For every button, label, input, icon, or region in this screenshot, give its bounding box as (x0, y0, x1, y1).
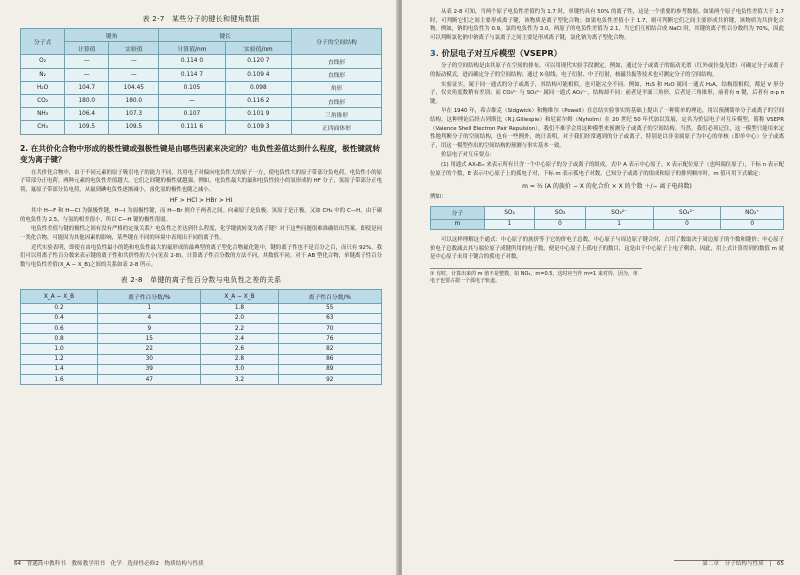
table-cell: 0.107 (159, 108, 225, 121)
table-cell: O₂ (21, 55, 65, 68)
table-header: 离子性百分数/% (278, 290, 381, 303)
table-cell: 76 (278, 334, 381, 344)
paragraph: 从表 2-8 可知，当两个原子电负性差值约为 1.7 时，单键约具有 50% 的离子性，这是一个重要的参考数据。如果两个原子电负性差值大于 1.7 时，可判断它们之间主要形成离子键，该物质是离子型化合物；如果电负性差值小于 1.7，则可判断它们之间主要形成共价键，该物质为共价化合物。例如，钠的电负性为 0.9，氯的电负性为 3.0，两原子的电负性差值为 2.1，当它们互相结合成 NaCl 时，其键的离子性百分数约为 70%，因此可以判断氯化钠中钠离子与氯离子之间主要是形成离子键，氯化钠为离子型化合物。 (430, 9, 784, 41)
table-cell: 1.2 (21, 354, 98, 364)
table-row (21, 303, 382, 313)
table-cell: SO₃ (535, 206, 585, 219)
table-cell: 0.101 9 (225, 108, 291, 121)
table-header-computed: 计算值 (65, 42, 109, 55)
table-header-bond-length: 键长 (159, 29, 292, 42)
table-cell: 104.45 (109, 81, 159, 94)
table-cell: 0.114 0 (159, 55, 225, 68)
table-cell: 15 (98, 334, 201, 344)
table-cell: 22 (98, 344, 201, 354)
right-page-content (430, 8, 784, 285)
formula: HF > HCl > HBr > HI (169, 197, 233, 205)
section-title: 价层电子对互斥模型（VSEPR） (441, 48, 562, 59)
table-cell: 0.4 (21, 313, 98, 323)
table-header-shape: 分子的空间结构 (292, 29, 382, 55)
table-cell: 1.4 (21, 364, 98, 374)
footnote-text: ① 有时，计算出来的 m 值不是整数，如 NO₂，m=0.5，这时应当作 m=1 来对待，因为，单电子也要占据一个孤电子轨道。 (430, 270, 638, 284)
section-heading (430, 48, 784, 59)
paragraph: 早在 1940 年，希吉维克（Sidgwick）和鲍维尔（Powell）在总结实验事实的基础上提出了一种简单的理论，用以预测简单分子或离子的空间结构。这种理论后经吉列斯比（R.J.Gillespie）和尼霍尔姆（Nyholm）在 20 世纪 50 年代加以发展，定名为价层电子对互斥模型，简称 VSEPR（Valence Shell Electron Pair Repulsion）。我们不难学会用这种模型来预测分子或离子的空间结构。当然，我们必须记住，这一模型只能用来定性地判断分子的空间结构，也有一些例外，统计表明，对于我们经常遇到的分子或离子，特别是以非金属原子为中心的单核（即单中心）分子或离子，用这一模型作出的空间结构的预测与事实基本一致。 (430, 108, 784, 149)
table-cell: 89 (278, 364, 381, 374)
left-page (0, 0, 398, 575)
table-cell: 0.098 (225, 81, 291, 94)
question-heading: 2. 在共价化合物中形成的极性键或强极性键是由哪些因素来决定的？电负性差值达到什么程度，极性键就转变为离子键？ (20, 143, 381, 164)
table-row (21, 108, 382, 121)
table-cell: N₂ (21, 68, 65, 81)
table-cell: 分子 (431, 206, 485, 219)
table-cell: 1 (585, 219, 653, 229)
table-cell: 0.109 3 (225, 121, 291, 134)
table-cell: m (431, 219, 485, 229)
paragraph: 例如： (430, 194, 447, 201)
paragraph: 价层电子对互斥要点： (441, 152, 495, 159)
table-cell: 0.109 4 (225, 68, 291, 81)
table-cell: 3.2 (201, 374, 278, 384)
table-cell: CH₄ (21, 121, 65, 134)
table-cell: 2.4 (201, 334, 278, 344)
table-cell: — (65, 55, 109, 68)
table-header: X_A − X_B (21, 290, 98, 303)
table-cell: 直线形 (292, 68, 382, 81)
table-row (431, 219, 784, 229)
table-header: X_A − X_B (201, 290, 278, 303)
table-cell: 109.5 (65, 121, 109, 134)
table-header: 离子性百分数/% (98, 290, 201, 303)
table-m-values (430, 206, 784, 230)
table-row (21, 313, 382, 323)
table-cell: 180.0 (65, 94, 109, 107)
table-cell: 直线形 (292, 94, 382, 107)
table-2-7-caption: 表 2-7 某些分子的键长和键角数据 (142, 15, 260, 23)
table-cell: 2.2 (201, 324, 278, 334)
table-row (21, 68, 382, 81)
table-cell: CO₂ (21, 94, 65, 107)
table-row (21, 354, 382, 364)
table-cell: 1 (484, 219, 534, 229)
table-cell: 47 (98, 374, 201, 384)
table-row (21, 374, 382, 384)
table-cell: 0 (535, 219, 585, 229)
right-page (402, 0, 800, 575)
table-cell: 106.4 (65, 108, 109, 121)
table-cell: 107.3 (109, 108, 159, 121)
table-cell: 0 (653, 219, 721, 229)
left-page-footer: 64 普通高中教科书 教师教学用书 化学 选择性必修2 物质结构与性质 (14, 561, 204, 567)
table-cell: 1.8 (201, 303, 278, 313)
table-cell: 1.0 (21, 344, 98, 354)
right-page-footer: 第二章 分子结构与性质 | 65 (702, 561, 784, 567)
table-cell: 0.105 (159, 81, 225, 94)
table-2-8-caption: 表 2-8 单键的离子性百分数与电负性之差的关系 (120, 276, 282, 285)
paragraph: 近代实验表明，即使在由电负性最小的铯和电负性最大的氟形成的最典型的离子型化合物氟化铯中，键的离子性也不是百分之百，而只有 92%。我们可以用离子性百分数来表示键的离子性和共价性的大小(见表 2-8)，计算离子性百分数的方法不同，其数值不同。对于 AB 型化合物，单键离子性百分数与电负性差值(X_A − X_B)之间的关系如表 2-8 所示。 (20, 244, 382, 268)
table-cell: 0.6 (21, 324, 98, 334)
table-cell: 三角锥形 (292, 108, 382, 121)
table-row (21, 344, 382, 354)
paragraph: 电负性差值与键的极性之间有没有严格的定量关系？电负性之差达到什么程度，化学键就转变为离子键？对于这些问题很难准确给出答案。即使是同一类化合物，可能因为其他因素的影响，某些键在不同的环境中表现出不同的离子性。 (20, 226, 382, 242)
table-cell: 39 (98, 364, 201, 374)
table-cell: 2.6 (201, 344, 278, 354)
table-cell: NH₃ (21, 108, 65, 121)
table-cell: SO₂ (484, 206, 534, 219)
table-cell: 9 (98, 324, 201, 334)
table-2-8-body (21, 303, 382, 385)
table-cell: 109.5 (109, 121, 159, 134)
table-row (21, 364, 382, 374)
table-cell: — (65, 68, 109, 81)
table-cell: 0 (721, 219, 784, 229)
table-cell: 2.8 (201, 354, 278, 364)
paragraph: (1) 用通式 AXₙEₘ 来表示所有只含一个中心原子的分子或离子的组成，式中 A 表示中心原子，X 表示配位原子（也叫端位原子），下标 n 表示配位原子的个数，E 表示中心原子上的孤电子对，下标 m 表示孤电子对数。已知分子或离子的组成和原子的排列顺序时，m 值可用下式确定： (430, 161, 784, 177)
table-2-8 (20, 289, 382, 385)
table-row (21, 94, 382, 107)
table-cell: SO₄²⁻ (653, 206, 721, 219)
table-cell: 86 (278, 354, 381, 364)
table-2-7 (20, 28, 382, 135)
left-page-content (20, 8, 382, 385)
paragraph: 可以这样理解这个通式：中心原子的族价等于它的价电子总数，中心原子与周边原子键合时，占用了数取决于周边原子的个数和键价；中心原子价电子总数减去其与端位原子成键所用的电子数，便是中心原子上孤电子的数目，这是由于中心原子上电子剩余，因此，用上式计算得到的数值 m 就是中心原子未用于键合的孤电子对数。 (430, 237, 784, 261)
table-cell: 2.0 (201, 313, 278, 323)
table-header-experimental: 实验值 (109, 42, 159, 55)
table-cell: 82 (278, 344, 381, 354)
table-cell: 0.2 (21, 303, 98, 313)
table-cell: 3.0 (201, 364, 278, 374)
table-cell: 70 (278, 324, 381, 334)
paragraph: 分子的空间结构是由其原子在空间的排布，可以用现代实验手段测定。例如，通过分子或离子的振动光谱（红外或拉曼光谱）可确定分子或离子的振动模式，进而确定分子的空间结构；通过 X-射线、电子衍射、中子衍射，核磁共振等技术也可测定分子的空间结构。 (430, 63, 784, 78)
table-row (21, 81, 382, 94)
table-header-bond-angle: 键角 (65, 29, 159, 42)
table-cell: 角形 (292, 81, 382, 94)
table-cell: NO₂⁺ (721, 206, 784, 219)
table-cell: H₂O (21, 81, 65, 94)
table-header-formula: 分子式 (21, 29, 65, 55)
table-cell: 92 (278, 374, 381, 384)
table-2-7-body (21, 55, 382, 134)
table-cell: 180.0 (109, 94, 159, 107)
table-cell: 4 (98, 313, 201, 323)
table-cell: — (159, 94, 225, 107)
table-cell: 0.8 (21, 334, 98, 344)
paragraph: 实验证实，属于同一通式的分子或离子，其结构可能相似，也可能完全不同。例如，H₂S 和 H₂O 属同一通式 H₂A，结构很相似，都是 V 形分子，仅夹角度数稍有差别；而 CO₃²⁻ 与 SO₃²⁻ 属同一通式 AO₃ⁿ⁻，结构却不同：前者是平面三角形，后者是三角锥形，前者有 π 键，后者有 σ-p π 键。 (430, 81, 784, 105)
table-cell: 0.120 7 (225, 55, 291, 68)
formula: m = ½ (A 的族价 − X 的化合价 × X 的个数 ＋/− 离子电荷数) (522, 183, 692, 191)
table-cell: — (109, 55, 159, 68)
table-header-row (21, 290, 382, 303)
table-cell: 0.116 2 (225, 94, 291, 107)
table-row (431, 206, 784, 219)
footnote (430, 268, 642, 285)
table-row (21, 324, 382, 334)
table-cell: 1.6 (21, 374, 98, 384)
table-cell: 30 (98, 354, 201, 364)
paragraph: 在共价化合物中，由于不同元素的原子吸引电子的能力不同，共用电子对偏向电负性大的原子一方，使电负性大的原子带部分负电荷，电负性小的原子带部分正电荷。两种元素的电负性差值越大，它们之间键的极性就越强。例如，电负性最大的氟和电负性较小的氢形成的 HF 分子，氢原子带部分正电荷，氟原子带部分负电荷，从氟到碘电负性逐渐减小，卤化氢的极性也随之减小。 (20, 169, 382, 193)
table-cell: 55 (278, 303, 381, 313)
section-number: 3. (430, 48, 439, 59)
table-row (21, 121, 382, 134)
table-cell: SO₃²⁻ (585, 206, 653, 219)
table-cell: 63 (278, 313, 381, 323)
table-header-experimental-nm: 实验值/nm (225, 42, 291, 55)
table-row (21, 55, 382, 68)
table-cell: 0.111 6 (159, 121, 225, 134)
table-cell: — (109, 68, 159, 81)
table-header-computed-nm: 计算值/nm (159, 42, 225, 55)
table-cell: 1 (98, 303, 201, 313)
table-cell: 正四面体形 (292, 121, 382, 134)
table-cell: 直线形 (292, 55, 382, 68)
table-row (21, 334, 382, 344)
paragraph: 其中 H—F 和 H—Cl 为强极性键，H—I 为弱极性键，而 H—Br 则介于两者之间。向素原子是负极，氢原子是正极。又如 CH₄ 中的 C—H，由于碳的电负性为 2.5，与氢的相差很小，所以 C—H 键的极性很弱。 (20, 208, 382, 223)
table-cell: 104.7 (65, 81, 109, 94)
table-cell: 0.114 7 (159, 68, 225, 81)
